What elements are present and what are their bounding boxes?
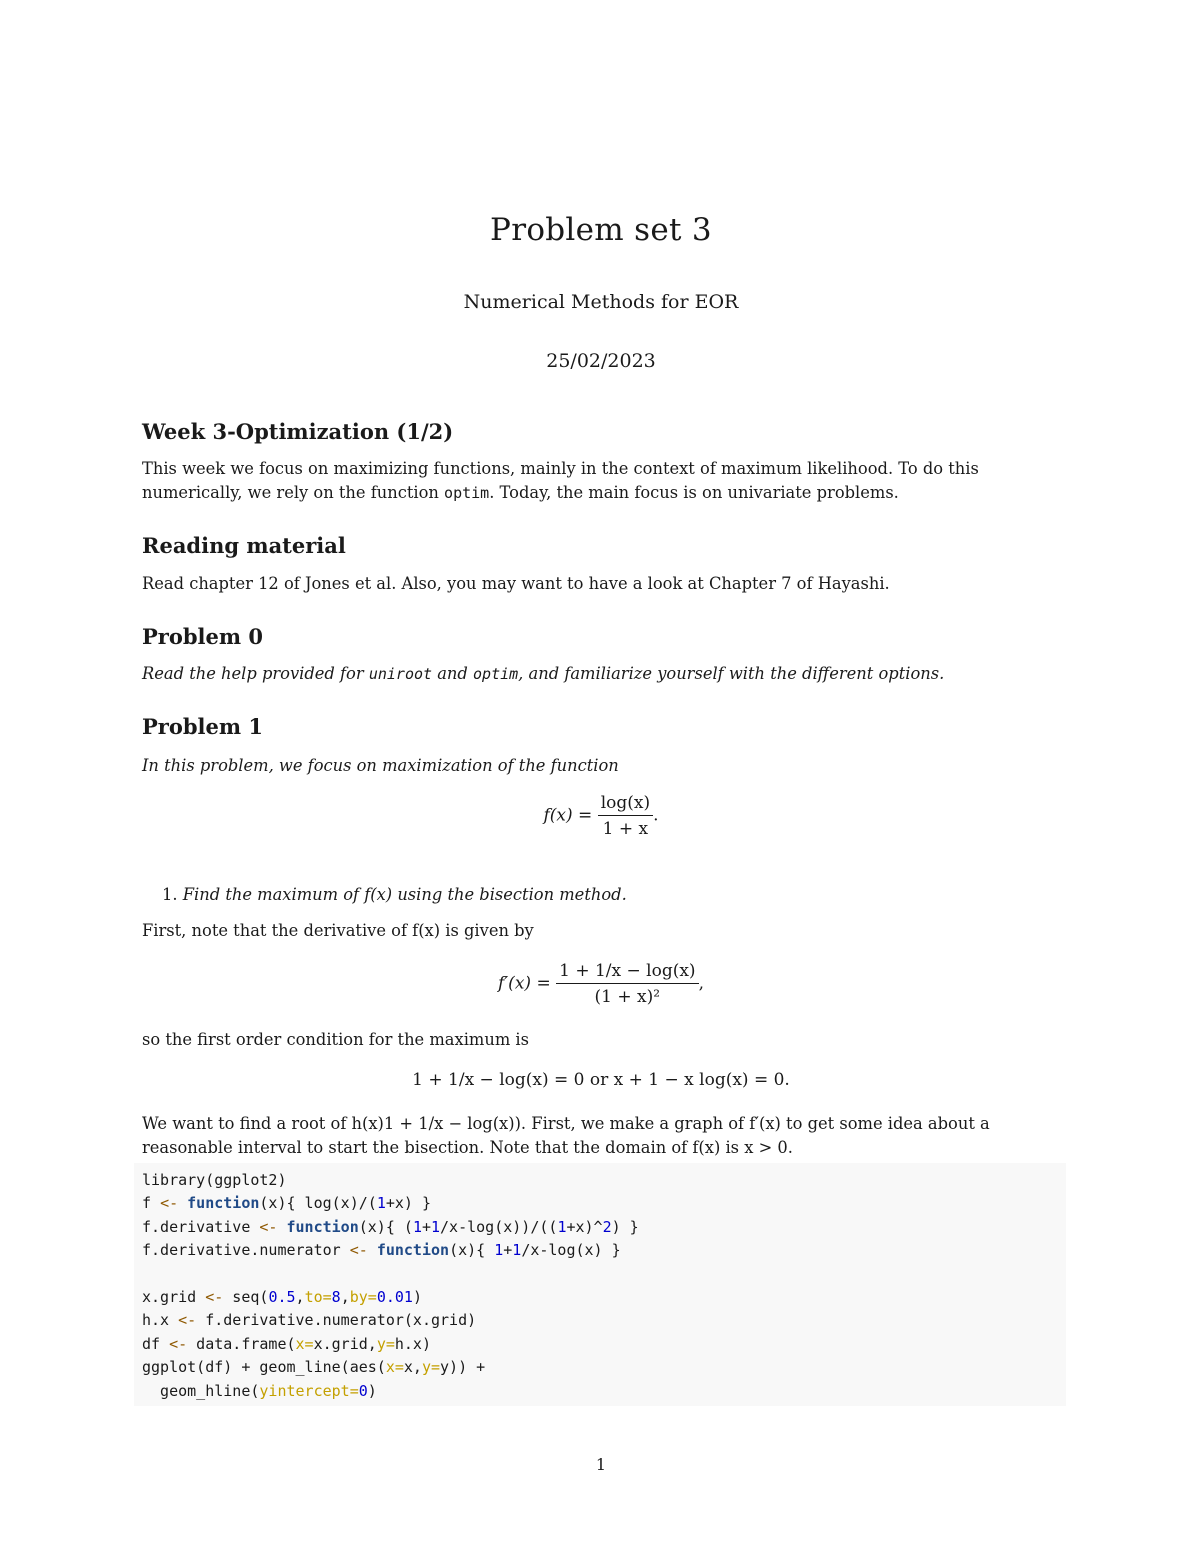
code-line: x.grid <- seq(0.5,to=8,by=0.01) <box>142 1287 422 1306</box>
equation-f <box>142 793 1060 839</box>
problem0-heading: Problem 0 <box>142 624 264 649</box>
list-item <box>162 885 627 904</box>
problem0-text-a: Read the help provided for <box>142 664 369 683</box>
list-item-number: 1. <box>162 885 178 904</box>
code-line: ggplot(df) + geom_line(aes(x=x,y=y)) + <box>142 1358 486 1377</box>
foc-paragraph: so the first order condition for the maximum is <box>142 1030 529 1049</box>
document-subtitle: Numerical Methods for EOR <box>463 291 739 313</box>
eq2-fraction <box>556 961 698 1007</box>
eq2-end: , <box>698 973 704 994</box>
equation-foc: 1 + 1/x − log(x) = 0 or x + 1 − x log(x) = 0. <box>412 1070 790 1090</box>
page-number: 1 <box>595 1455 607 1474</box>
eq2-lhs: f′(x) = <box>498 973 551 994</box>
problem0-text-b: and <box>432 664 474 683</box>
code-line: library(ggplot2) <box>142 1171 287 1189</box>
eq2-denominator: (1 + x)² <box>594 987 661 1007</box>
list-item-text: Find the maximum of f(x) using the bisection method. <box>182 885 627 904</box>
reading-paragraph: Read chapter 12 of Jones et al. Also, you may want to have a look at Chapter 7 of Hayashi. <box>142 574 890 593</box>
eq1-numerator: log(x) <box>598 793 653 816</box>
code-line: f <- function(x){ log(x)/(1+x) } <box>142 1194 431 1213</box>
code-line: f.derivative.numerator <- function(x){ 1+1/x-log(x) } <box>142 1241 621 1260</box>
week-heading: Week 3-Optimization (1/2) <box>142 419 454 444</box>
code-line: geom_hline(yintercept=0) <box>142 1381 377 1400</box>
eq1-denominator: 1 + x <box>602 819 649 839</box>
code-uniroot-inline: uniroot <box>368 665 433 683</box>
eq1-lhs: f(x) = <box>543 805 593 826</box>
eq1-end: . <box>653 805 659 826</box>
eq2-numerator: 1 + 1/x − log(x) <box>556 961 698 984</box>
root-paragraph-line1: We want to find a root of h(x)1 + 1/x − log(x)). First, we make a graph of f′(x) to get some idea about a <box>142 1114 990 1133</box>
eq1-fraction <box>598 793 653 839</box>
document-date: 25/02/2023 <box>546 350 656 372</box>
week-paragraph <box>142 457 1060 505</box>
derivative-paragraph: First, note that the derivative of f(x) is given by <box>142 921 534 940</box>
reading-heading: Reading material <box>142 533 346 558</box>
code-line: h.x <- f.derivative.numerator(x.grid) <box>142 1311 477 1330</box>
code-optim-inline: optim <box>444 484 490 502</box>
code-block <box>134 1163 1066 1406</box>
problem1-heading: Problem 1 <box>142 714 264 739</box>
code-optim-inline-2: optim <box>473 665 519 683</box>
problem0-paragraph <box>142 662 1060 686</box>
week-text-a: This week we focus on maximizing functions, mainly in the context of maximum likelihood. To do this numerically, we rely on the function <box>142 459 979 502</box>
problem1-intro: In this problem, we focus on maximization of the function <box>142 756 619 775</box>
code-line: df <- data.frame(x=x.grid,y=h.x) <box>142 1334 431 1353</box>
document-title: Problem set 3 <box>490 212 712 248</box>
week-text-b: . Today, the main focus is on univariate problems. <box>489 483 899 502</box>
root-paragraph-line2: reasonable interval to start the bisection. Note that the domain of f(x) is x > 0. <box>142 1138 793 1157</box>
problem0-text-c: , and familiarize yourself with the different options. <box>518 664 945 683</box>
equation-derivative <box>142 961 1060 1007</box>
code-line <box>142 1263 1058 1286</box>
code-line: f.derivative <- function(x){ (1+1/x-log(x))/((1+x)^2) } <box>142 1217 639 1236</box>
